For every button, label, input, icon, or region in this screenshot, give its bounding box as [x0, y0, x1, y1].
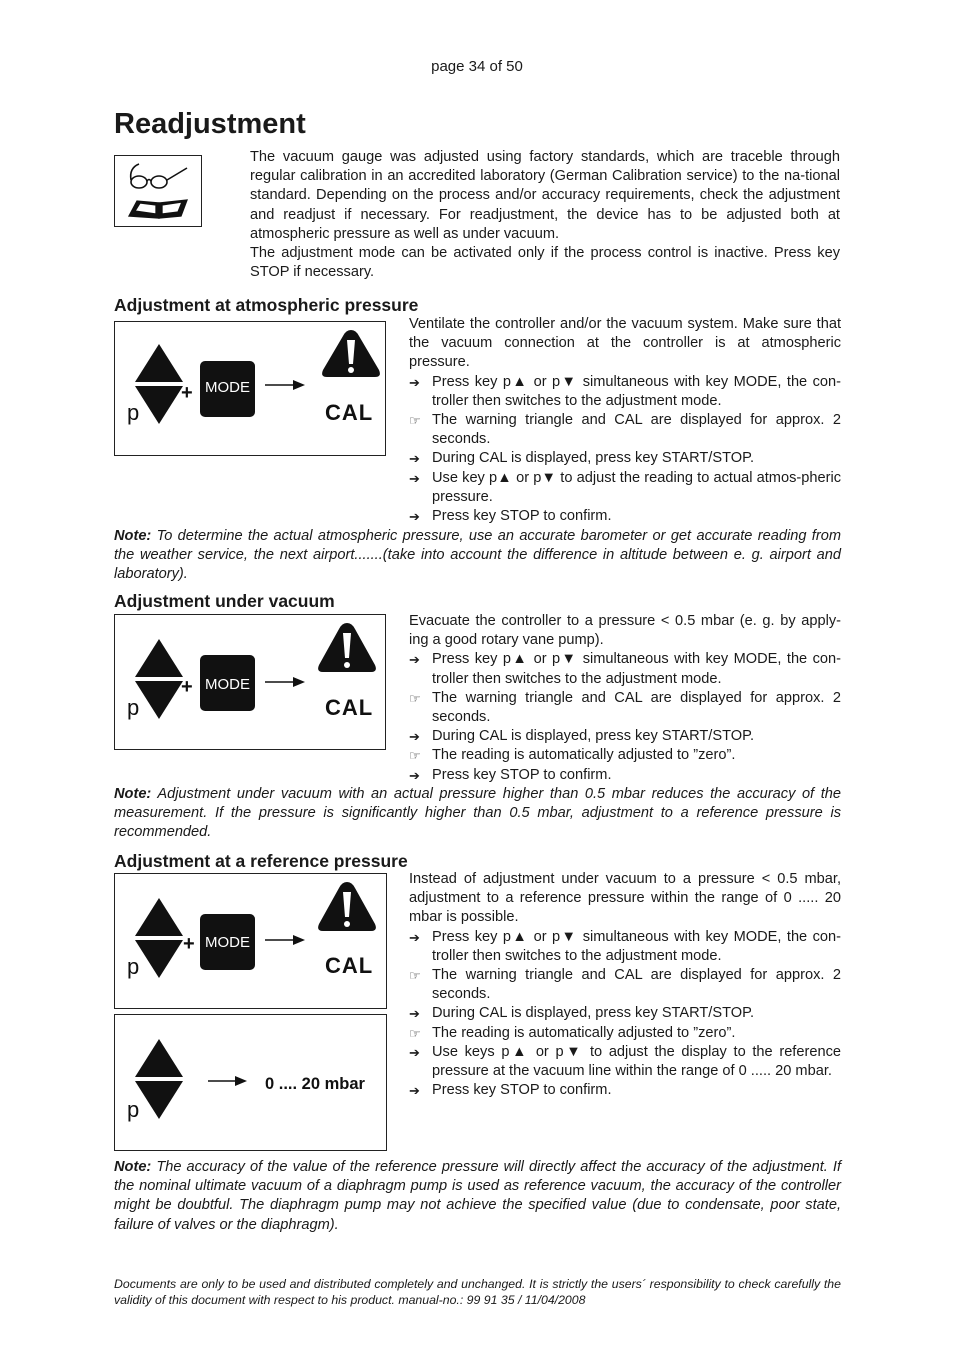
step-item: ➔ Press key p▲ or p▼ simultaneous with key MODE, the con-troller then switches to the adjustment mode.	[409, 373, 841, 409]
note-text: The accuracy of the value of the reference pressure will directly affect the accuracy of the adjustment. If the nominal ultimate vacuum of a diaphragm pump is used as reference vacuum, the accuracy of the controller might be doubtful. The diaphragm pump may not achieve the specified value (due to condensate, poor state, failure of valves or the diaphragm).	[114, 1159, 841, 1233]
section-text-vacuum	[409, 612, 841, 785]
down-arrow-key-icon	[135, 940, 183, 978]
arrow-bullet-icon: ➔	[409, 451, 420, 467]
arrow-bullet-icon: ➔	[409, 509, 420, 525]
down-arrow-key-icon	[135, 386, 183, 424]
arrow-bullet-icon: ➔	[409, 1044, 420, 1060]
step-item: ☞ The reading is automatically adjusted to ”zero”.	[409, 1024, 841, 1043]
note-vacuum	[114, 785, 841, 843]
step-list	[409, 373, 841, 527]
p-key-label: p	[127, 954, 140, 979]
keypad-diagram-vacuum	[114, 614, 386, 750]
arrow-right-icon	[265, 380, 305, 390]
note-atmospheric	[114, 527, 841, 585]
section-lead: Evacuate the controller to a pressure < 0.5 mbar (e. g. by apply-ing a good rotary vane pump).	[409, 613, 841, 649]
down-arrow-key-icon	[135, 1081, 183, 1119]
pointing-hand-icon: ☞	[409, 748, 421, 764]
step-item: ☞ The warning triangle and CAL are displayed for approx. 2 seconds.	[409, 967, 841, 1003]
section-heading-vacuum: Adjustment under vacuum	[114, 591, 335, 611]
step-item: ➔ Press key STOP to confirm.	[409, 766, 841, 785]
arrow-bullet-icon: ➔	[409, 767, 420, 783]
step-item: ➔ During CAL is displayed, press key START/STOP.	[409, 449, 841, 468]
up-arrow-key-icon	[135, 898, 183, 936]
note-reference	[114, 1158, 841, 1235]
step-item: ➔ Press key STOP to confirm.	[409, 1081, 841, 1100]
mode-key-label: MODE	[205, 379, 250, 396]
plus-sign: +	[181, 676, 193, 698]
section-lead: Ventilate the controller and/or the vacuum system. Make sure that the vacuum connection at the controller is at atmospheric pressure.	[409, 316, 841, 371]
intro-paragraph-1: The vacuum gauge was adjusted using factory standards, which are traceble through regular calibration in an accredited laboratory (German Calibration service) to the na-tional standard. Depending on the process and/or accuracy requirements, check the adjustment and readjust if necessary. For readjustment, the device has to be adjusted both at atmospheric pressure as well as under vacuum.	[250, 149, 840, 242]
note-label: Note:	[114, 528, 152, 544]
arrow-bullet-icon: ➔	[409, 929, 420, 945]
up-arrow-key-icon	[135, 344, 183, 382]
arrow-right-icon	[265, 677, 305, 687]
note-text: Adjustment under vacuum with an actual pressure higher than 0.5 mbar reduces the accuracy of the measurement. If the pressure is significantly higher than 0.5 mbar, adjustment to a reference pressure is recommended.	[114, 786, 841, 841]
up-arrow-key-icon	[135, 639, 183, 677]
intro-paragraph-2: The adjustment mode can be activated only if the process control is inactive. Press key STOP if necessary.	[250, 245, 840, 281]
step-item: ☞ The warning triangle and CAL are displayed for approx. 2 seconds.	[409, 412, 841, 448]
mode-key-label: MODE	[205, 934, 250, 951]
reading-glasses-book-icon	[114, 155, 202, 227]
keypad-diagram-atmospheric	[114, 321, 386, 456]
step-item: ☞ The warning triangle and CAL are displayed for approx. 2 seconds.	[409, 689, 841, 726]
reference-range-label: 0 .... 20 mbar	[265, 1075, 365, 1093]
page-title: Readjustment	[114, 108, 306, 140]
step-list	[409, 928, 841, 1101]
down-arrow-key-icon	[135, 681, 183, 719]
arrow-right-icon	[208, 1076, 247, 1086]
cal-display-label: CAL	[325, 953, 374, 978]
arrow-bullet-icon: ➔	[409, 470, 420, 486]
arrow-right-icon	[265, 935, 305, 945]
page-number: page 34 of 50	[431, 58, 523, 75]
note-label: Note:	[114, 1159, 152, 1175]
pointing-hand-icon: ☞	[409, 968, 421, 984]
cal-display-label: CAL	[325, 695, 374, 720]
step-item: ➔ Press key p▲ or p▼ simultaneous with key MODE, the con-troller then switches to the adjustment mode.	[409, 651, 841, 687]
warning-triangle-icon	[318, 882, 376, 931]
note-text: To determine the actual atmospheric pressure, use an accurate barometer or get accurate reading from the weather service, the next airport.......(take into account the difference in altitude between e. g. airport and laboratory).	[114, 528, 841, 583]
step-item: ➔ During CAL is displayed, press key START/STOP.	[409, 1004, 841, 1023]
warning-triangle-icon	[322, 330, 380, 377]
step-list	[409, 650, 841, 784]
step-item: ☞ The reading is automatically adjusted to ”zero”.	[409, 746, 841, 765]
section-heading-reference: Adjustment at a reference pressure	[114, 851, 408, 871]
pointing-hand-icon: ☞	[409, 413, 421, 429]
section-text-reference	[409, 870, 841, 1100]
section-text-atmospheric	[409, 315, 841, 526]
arrow-bullet-icon: ➔	[409, 652, 420, 668]
warning-triangle-icon	[318, 623, 376, 672]
arrow-bullet-icon: ➔	[409, 1006, 420, 1022]
intro-text	[250, 148, 840, 282]
step-item: ➔ During CAL is displayed, press key START/STOP.	[409, 727, 841, 746]
step-item: ➔ Use key p▲ or p▼ to adjust the reading to actual atmos-pheric pressure.	[409, 469, 841, 505]
mode-key-label: MODE	[205, 676, 250, 693]
arrow-bullet-icon: ➔	[409, 374, 420, 390]
plus-sign: +	[181, 382, 193, 404]
footer-disclaimer: Documents are only to be used and distributed completely and unchanged. It is strictly the users´ responsibility to check carefully the validity of this document with respect to his product. manual-no.: 99 91 35 / 11/04/2008	[114, 1277, 841, 1307]
section-lead: Instead of adjustment under vacuum to a pressure < 0.5 mbar, adjustment to a reference pressure within the range of 0 ..... 20 mbar is possible.	[409, 871, 841, 926]
step-item: ➔ Press key STOP to confirm.	[409, 507, 841, 526]
note-label: Note:	[114, 786, 152, 802]
arrow-bullet-icon: ➔	[409, 1083, 420, 1099]
step-item: ➔ Use keys p▲ or p▼ to adjust the display to the reference pressure at the vacuum line within the range of 0 ..... 20 mbar.	[409, 1043, 841, 1080]
plus-sign: +	[183, 933, 195, 955]
step-item: ➔ Press key p▲ or p▼ simultaneous with key MODE, the con-troller then switches to the adjustment mode.	[409, 928, 841, 964]
pointing-hand-icon: ☞	[409, 1025, 421, 1041]
cal-display-label: CAL	[325, 400, 374, 425]
arrow-bullet-icon: ➔	[409, 729, 420, 745]
section-heading-atmospheric: Adjustment at atmospheric pressure	[114, 295, 419, 315]
p-key-label: p	[127, 400, 140, 425]
pointing-hand-icon: ☞	[409, 690, 421, 706]
keypad-diagram-reference	[114, 873, 387, 1009]
up-arrow-key-icon	[135, 1039, 183, 1077]
p-key-label: p	[127, 695, 140, 720]
reference-range-diagram	[114, 1014, 387, 1151]
p-key-label: p	[127, 1097, 140, 1122]
